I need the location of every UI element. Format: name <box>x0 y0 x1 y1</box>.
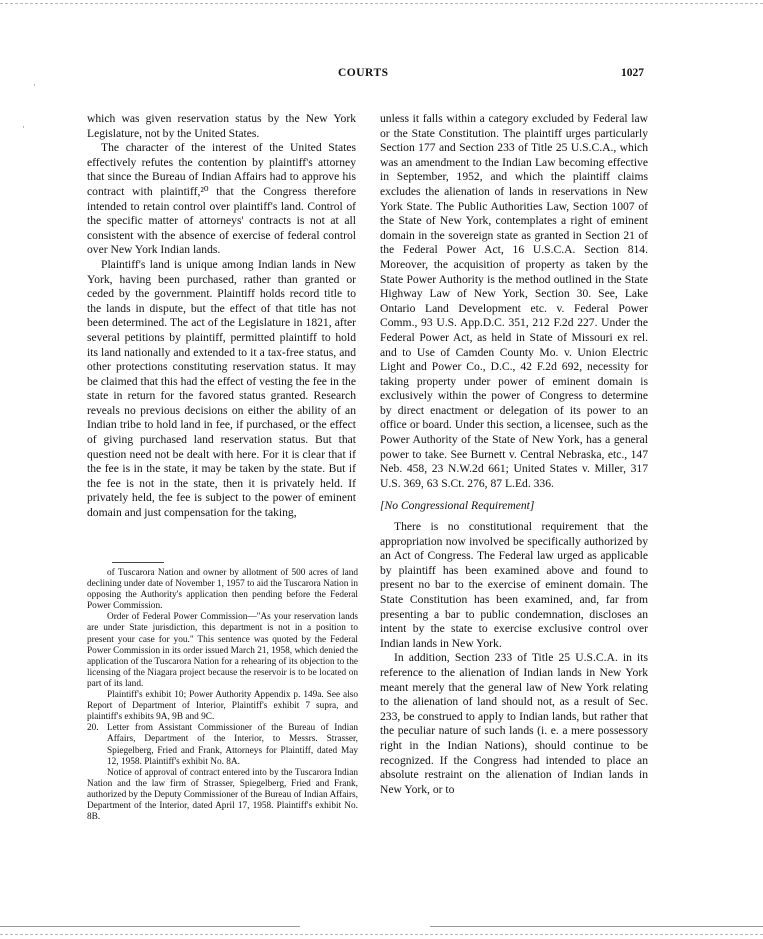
footnote-20 <box>87 723 358 767</box>
running-head: COURTS <box>338 67 389 79</box>
footnote-exhibit-note: Plaintiff's exhibit 10; Power Authority Appendix p. 149a. See also Report of Department of Interior, Plaintiff's exhibit 7 supra, and plaintiff's exhibits 9A, 9B and 9C. <box>87 690 358 723</box>
footnote-continuation: of Tuscarora Nation and owner by allotment of 500 acres of land declining under date of November 1, 1957 to aid the Tuscarora Nation in opposing the Authority's application then pending before the Federal Power Commission. <box>87 568 358 612</box>
section-subheading: [No Congressional Requirement] <box>380 499 535 513</box>
footnote-20-text: Letter from Assistant Commissioner of the Bureau of Indian Affairs, Department of the Interior, to Messrs. Strasser, Spiegelberg, Fried and Frank, Attorneys for Plaintiff, dated May 12, 1958. Plaintiff's exhibit No. 8A. <box>107 723 358 767</box>
left-paragraph-2: The character of the interest of the United States effectively refutes the contention by plaintiff's attorney that since the Bureau of Indian Affairs had to approve his contract with plaintiff,²⁰ that the Congress therefore intended to retain control over plaintiff's land. Control of the specific matter of attorneys' contracts is not at all consistent with the absence of exercise of federal control over New York Indian lands. <box>87 141 356 257</box>
scan-speck: · <box>22 122 25 132</box>
scan-speck: · <box>33 80 36 90</box>
bottom-scan-line <box>0 926 300 927</box>
bottom-scan-line <box>430 926 763 927</box>
footnote-order-note: Order of Federal Power Commission—"As your reservation lands are under State jurisdiction, this department is not in a position to present your case for you." This sentence was quoted by the Federal Power Commission in its order issued March 21, 1958, which denied the application of the Tuscarora Nation for a rehearing of its objection to the licensing of the Niagara project because the reservoir is to be located on part of its land. <box>87 612 358 689</box>
right-paragraph-3: In addition, Section 233 of Title 25 U.S.C.A. in its reference to the alienation of Indian lands in New York meant merely that the general law of New York relating to the alienation of land should not, as a result of Sec. 233, be construed to apply to Indian lands, but rather that the peculiar nature of such lands (i. e. a mere possessory right in the Indian Nations), should continue to be recognized. If the Congress had intended to place an absolute restraint on the alienation of Indian lands in New York, or to <box>380 651 648 796</box>
right-paragraph-1: unless it falls within a category excluded by Federal law or the State Constitution. The plaintiff urges particularly Section 177 and Section 233 of Title 25 U.S.C.A., which was an amendment to the Indian Law becoming effective in September, 1952, and which the plaintiff claims excludes the alienation of lands in reservations in New York State. The Public Authorities Law, Section 1007 of the State of New York, contemplates a right of eminent domain in the sovereign state as granted in Section 21 of the Federal Power Act, 16 U.S.C.A. Section 814. Moreover, the acquisition of property as taken by the State Power Authority is the method outlined in the State Highway Law of New York, Section 30. See, Lake Ontario Land Development etc. v. Federal Power Comm., 93 U.S. App.D.C. 351, 212 F.2d 227. Under the Federal Power Act, as held in State of Missouri ex rel. and to Use of Camden County Mo. v. Union Electric Light and Power Co., D.C., 42 F.2d 692, necessity for taking property under power of eminent domain is exclusively within the power of Congress to determine by direct enactment or delegation of its power to an office or board. Under this section, a licensee, such as the Power Authority of the State of New York, has a general power to take. See Burnett v. Central Nebraska, etc., 147 Neb. 458, 23 N.W.2d 661; United States v. Miller, 317 U.S. 369, 63 S.Ct. 276, 87 L.Ed. 336. <box>380 112 648 490</box>
right-paragraph-2: There is no constitutional requirement that the appropriation now involved be specifically authorized by an Act of Congress. The Federal law urged as applicable by plaintiff has been examined above and found to present no bar to the exercise of eminent domain. The State Constitution has been examined, and, far from presenting a bar to public condemnation, discloses an intent by the state to exercise exclusive control over Indian lands in New York. <box>380 520 648 650</box>
footnote-approval-note: Notice of approval of contract entered into by the Tuscarora Indian Nation and the law firm of Strasser, Spiegelberg, Fried and Frank, authorized by the Deputy Commissioner of the Bureau of Indian Affairs, Department of the Interior, dated April 17, 1958. Plaintiff's exhibit No. 8B. <box>87 767 358 823</box>
footnote-20-number: 20. <box>87 723 99 734</box>
left-column <box>87 112 356 521</box>
right-column <box>380 112 648 797</box>
page-number: 1027 <box>621 67 644 79</box>
left-paragraph-1: which was given reservation status by the New York Legislature, not by the United States. <box>87 112 356 140</box>
left-paragraph-3: Plaintiff's land is unique among Indian lands in New York, having been purchased, rather than granted or ceded by the government. Plaintiff holds record title to the lands in dispute, but the effect of that title has not been determined. The act of the Legislature in 1821, after several petitions by plaintiff, permitted plaintiff to hold its land nationally and extended to it a tax-free status, and other protections constituting reservation status. It may be claimed that this had the effect of vesting the fee in the state in return for the favored status granted. Research reveals no previous decisions on either the ability of an Indian tribe to hold land in fee, if purchased, or the effect of giving purchased land reservation status. But that question need not be dealt with here. For it is clear that if the fee is in the state, it may be taken by the state. But if the fee is not in the state, then it is privately held. If privately held, the fee is subject to the power of eminent domain and just compensation for the taking, <box>87 257 356 520</box>
footnote-rule <box>112 562 164 563</box>
top-scan-border <box>0 3 763 4</box>
footnotes <box>87 568 358 823</box>
bottom-scan-border <box>0 934 763 935</box>
